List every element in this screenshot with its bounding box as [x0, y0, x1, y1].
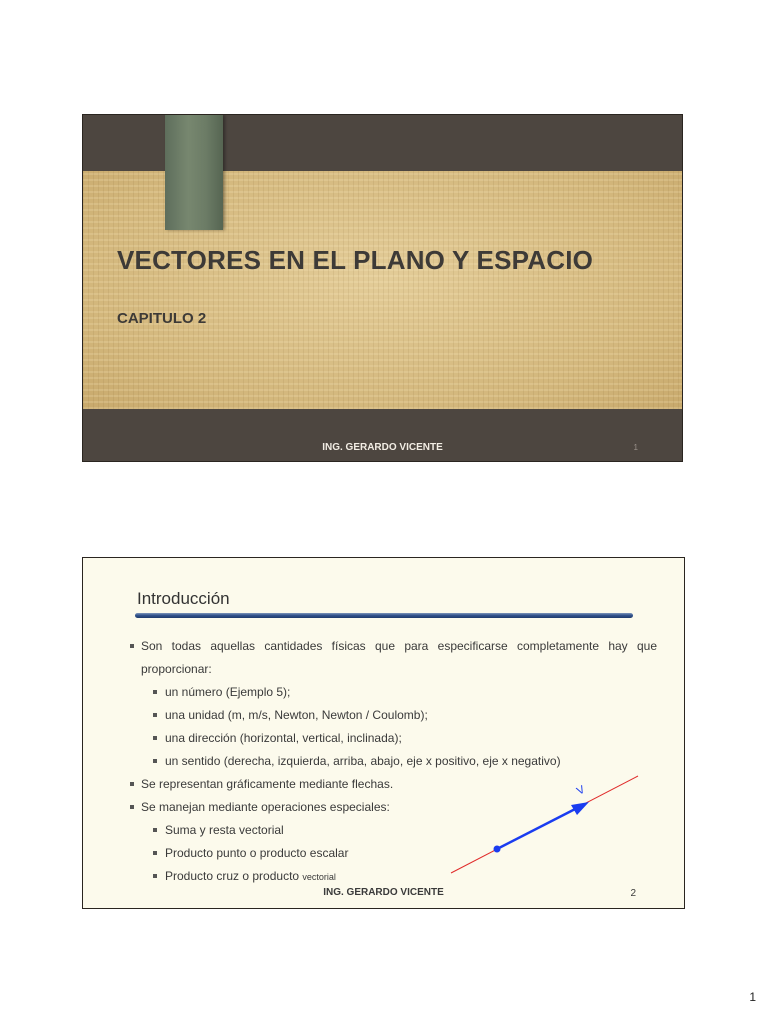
slide-title: VECTORES EN EL PLANO Y ESPACIO — [117, 245, 594, 275]
bullet-text: Se manejan mediante operaciones especiales: — [141, 800, 390, 814]
bullet-small-text: vectorial — [302, 872, 336, 882]
vector-arrowhead-icon — [571, 802, 589, 815]
bullet-text: Producto punto o producto escalar — [165, 846, 349, 860]
bullet-continuation: proporcionar: — [141, 662, 212, 676]
bullet-text: Se representan gráficamente mediante flechas. — [141, 777, 394, 791]
slide-number: 2 — [630, 888, 636, 899]
bullet-text: Producto cruz o producto — [165, 869, 300, 883]
slide-title: Introducción — [137, 589, 230, 608]
slide-2 — [82, 557, 685, 909]
sub-bullet-item — [127, 704, 657, 727]
slide-subtitle: CAPITULO 2 — [117, 310, 207, 327]
bullet-item — [127, 635, 657, 658]
bullet-text: Suma y resta vectorial — [165, 823, 284, 837]
bottom-band — [83, 409, 682, 462]
bullet-icon — [130, 805, 134, 809]
sub-bullet-item — [127, 681, 657, 704]
bullet-icon — [153, 713, 157, 717]
page-number: 1 — [749, 990, 756, 1004]
bullet-icon — [153, 736, 157, 740]
slide-footer: ING. GERARDO VICENTE — [322, 442, 443, 453]
bullet-icon — [153, 759, 157, 763]
bullet-text: Son todas aquellas cantidades físicas que para especificarse completamente hay que — [141, 639, 657, 653]
vector-origin-point — [494, 846, 501, 853]
slide-1 — [82, 114, 683, 462]
slide-footer: ING. GERARDO VICENTE — [323, 887, 444, 898]
bullet-icon — [153, 690, 157, 694]
vector-arrow-shaft — [497, 806, 581, 849]
title-underline — [135, 613, 633, 618]
vector-diagram — [443, 768, 643, 878]
sub-bullet-item — [127, 727, 657, 750]
bullet-icon — [130, 782, 134, 786]
bullet-icon — [153, 851, 157, 855]
bullet-text: un número (Ejemplo 5); — [165, 685, 291, 699]
bullet-text: una dirección (horizontal, vertical, inclinada); — [165, 731, 402, 745]
vector-label: V — [574, 783, 587, 798]
slide-number: 1 — [633, 443, 638, 452]
bullet-icon — [153, 828, 157, 832]
bullet-text: un sentido (derecha, izquierda, arriba, abajo, eje x positivo, eje x negativo) — [165, 754, 561, 768]
bullet-icon — [153, 874, 157, 878]
bullet-icon — [130, 644, 134, 648]
bookmark-ribbon — [165, 115, 223, 230]
bullet-text: una unidad (m, m/s, Newton, Newton / Coulomb); — [165, 708, 428, 722]
